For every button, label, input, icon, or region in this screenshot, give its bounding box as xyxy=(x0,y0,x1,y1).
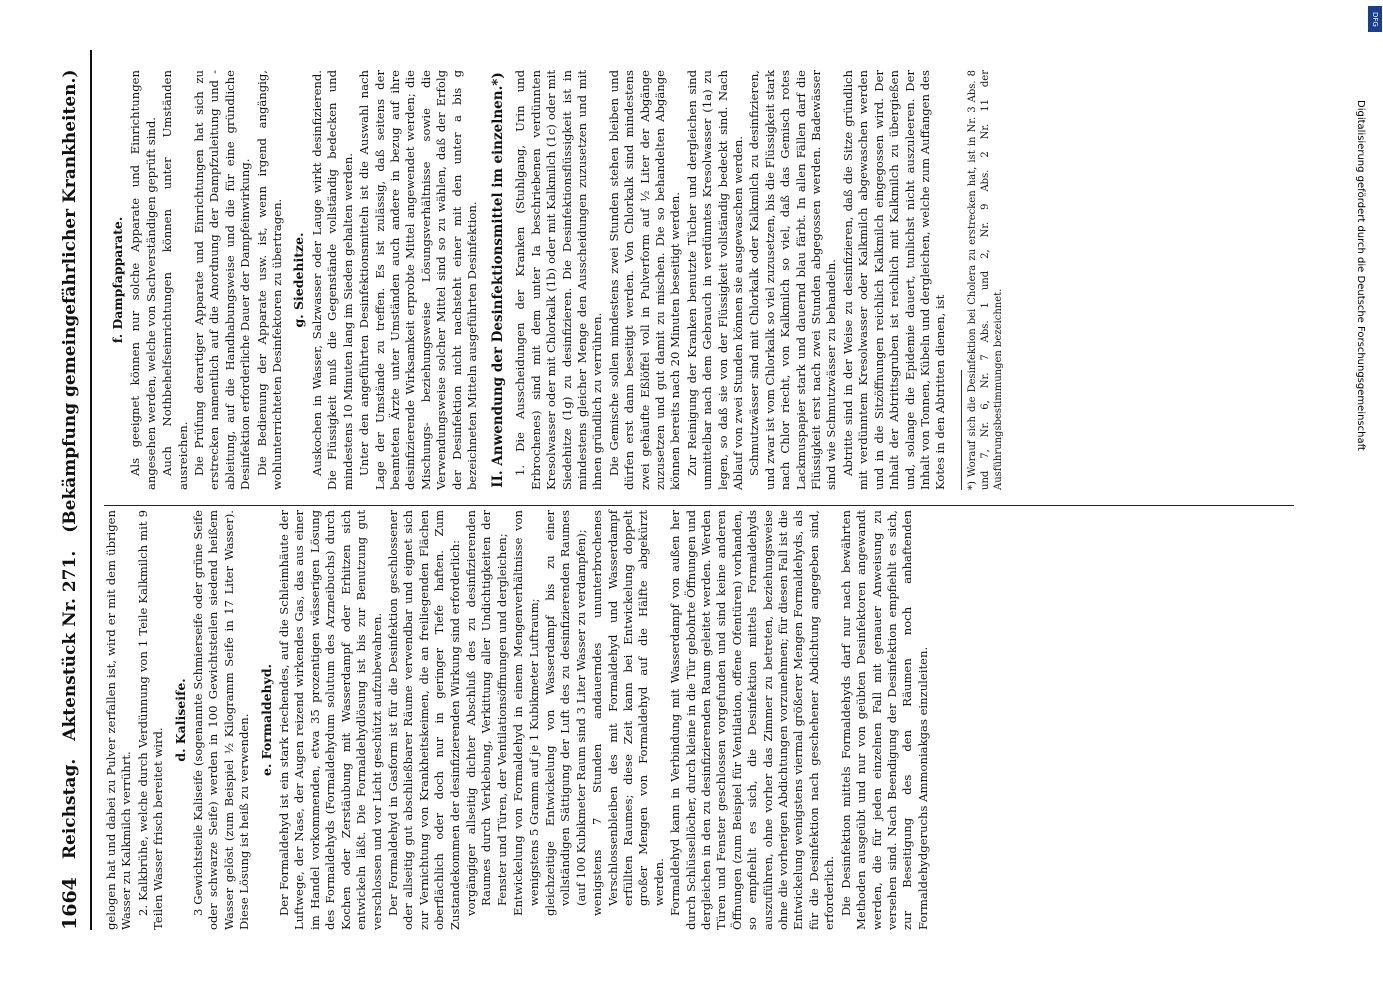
paragraph: gelogen hat und dabei zu Pulver zerfallen ist, wird er mit dem übrigen Wasser zu Kalkmilch verrührt. xyxy=(104,510,134,930)
paragraph: Formaldehyd kann in Verbindung mit Wasserdampf von außen her durch Schlüssellöcher, durch kleine in die Tür gebohrte Öffnungen und dergleichen in den zu desinfizierenden Raum geleitet werden. Werden Türen und Fenster geschlossen vorgefunden und sind keine anderen Öffnungen (zum Beispiel für Ventilation, offene Ofentüren) vorhanden, so empfiehlt es sich, die Desinfektion mittels Formaldehyds auszuführen, ohne vorher das Zimmer zu betreten, beziehungsweise ohne die vorherigen Abdichtungen vorzunehmen; für diesen Fall ist die Entwickelung wenigstens viermal größerer Mengen Formaldehyds, als für die Desinfektion nach geschehener Abdichtung angegeben sind, erforderlich. xyxy=(668,510,837,930)
paragraph: Der Formaldehyd in Gasform ist für die Desinfektion geschlossener oder allseitig gut abschließbarer Räume verwendbar und eignet sich zur Vernichtung von Krankheitskeimen, die an freiliegenden Flächen oberflächlich oder doch nur in geringer Tiefe haften. Zum Zustandekommen der desinfizierenden Wirkung sind erforderlich: xyxy=(385,510,462,930)
indented-item: Entwickelung von Formaldehyd in einem Mengenverhältnisse von wenigstens 5 Gramm auf je 1 Kubikmeter Luftraum; xyxy=(511,510,541,916)
footnote: *) Worauf sich die Desinfektion bei Cholera zu erstrecken hat, ist in Nr. 3 Abs. 8 und 7, Nr. 6, Nr. 7 Abs. 1 und 2, Nr. 9 Abs. 2 Nr. 11 der Ausführungsbestimmungen bezeichnet. xyxy=(966,70,1004,490)
paragraph: Die Gemische sollen mindestens zwei Stunden stehen bleiben und dürfen erst dann beseitigt werden. Von Chlorkalk sind mindestens zwei gehäufte Eßlöffel voll in Pulverform auf ½ Liter der Abgänge zuzusetzen und gut damit zu mischen. Die so behandelten Abgänge können bereits nach 20 Minuten beseitigt werden. xyxy=(606,70,683,490)
publication-name: Reichstag. xyxy=(60,758,80,860)
indented-item: gleichzeitige Entwickelung von Wasserdampf bis zu einer vollständigen Sättigung der Luft des zu desinfizierenden Raumes (auf 100 Kubikmeter Raum sind 3 Liter Wasser zu verdampfen); xyxy=(542,510,588,916)
indented-item: vorgängiger allseitig dichter Abschluß des zu desinfizierenden Raumes durch Verklebung, Verkittung aller Undichtigkeiten der Fenster und Türen, der Ventilationsöffnungen und dergleichen; xyxy=(463,510,509,916)
paragraph: 2. Kalkbrühe, welche durch Verdünnung von 1 Teile Kalkmilch mit 9 Teilen Wasser frisch bereitet wird. xyxy=(135,510,166,930)
paragraph: Auch Nothbehelfseinrichtungen können unter Umständen ausreichen. xyxy=(160,70,190,490)
paragraph: 1. Die Ausscheidungen der Kranken (Stuhlgang, Urin und Erbrochenes) sind mit dem unter Ia beschriebenen verdünnten Kresolwasser oder mit Chlorkalk (1b) oder mit Kalkmilch (1c) oder mit Siedehitze (1g) zu desinfizieren. Die Desinfektionsflüssigkeit ist in mindestens gleicher Menge den Ausscheidungen zuzusetzen und mit ihnen gründlich zu verrühren. xyxy=(513,70,605,490)
paragraph: Zur Reinigung der Kranken benutzte Tücher und dergleichen sind unmittelbar nach dem Gebrauch in verdünntes Kresolwasser (1a) zu legen, so daß sie von der Flüssigkeit vollständig bedeckt sind. Nach Ablauf von zwei Stunden können sie ausgewaschen werden. xyxy=(684,70,746,490)
rotated-page-content xyxy=(30,10,1370,990)
document-subject: (Bekämpfung gemeingefährlicher Krankheiten.) xyxy=(60,69,80,533)
section-heading: II. Anwendung der Desinfektionsmittel im einzelnen.*) xyxy=(490,72,507,488)
document-number: Aktenstück Nr. 271. xyxy=(60,550,80,741)
paragraph: Der Formaldehyd ist ein stark riechendes, auf die Schleimhäute der Luftwege, der Nase, der Augen reizend wirkendes Gas, das aus einer im Handel vorkommenden, etwa 35 prozentigen wässerigen Lösung des Formaldehyds (Formaldehydum solutum des Arzneibuchs) durch Kochen oder Zerstäubung mit Wasserdampf oder Erhitzen sich entwickeln läßt. Die Formaldehydlösung ist bis zur Benutzung gut verschlossen und vor Licht geschützt aufzubewahren. xyxy=(277,510,384,930)
page-number: 1664 xyxy=(59,877,81,930)
paragraph: Abtritte sind in der Weise zu desinfizieren, daß die Sitze gründlich mit verdünntem Kresolwasser oder Kalkmilch abgewaschen werden und in die Sitzöffnungen reichlich Kalkmilch eingegossen wird. Der Inhalt der Abtrittsgruben ist reichlich mit Kalkmilch zu übergießen und, solange die Epidemie dauert, tunlichst nicht auszuleeren. Der Inhalt von Tonnen, Kübeln und dergleichen, welche zum Auffangen des Kotes in den Abtritten dienen, ist xyxy=(840,70,948,490)
dfg-logo: DFG xyxy=(1368,6,1382,32)
left-column xyxy=(104,510,932,930)
subsection-heading: g. Siedehitze. xyxy=(291,232,307,328)
footnote-rule xyxy=(961,370,962,490)
right-column xyxy=(104,70,1005,490)
paragraph: Als geeignet können nur solche Apparate und Einrichtungen angesehen werden, welche von Sachverständigen geprüft sind. xyxy=(128,70,158,490)
column-divider xyxy=(104,505,1294,506)
paragraph: Die Desinfektion mittels Formaldehyds darf nur nach bewährten Methoden ausgeübt und nur von geübten Desinfektoren angewandt werden, die für jeden einzelnen Fall mit genauer Anweisung zu versehen sind. Nach Beendigung der Desinfektion empfiehlt es sich, zur Beseitigung des den Räumen noch anhaftenden Formaldehydgeruchs Ammoniakgas einzuleiten. xyxy=(838,510,930,930)
page-header xyxy=(50,50,92,930)
paragraph: Schmutzwässer sind mit Chlorkalk oder Kalkmilch zu desinfizieren, und zwar ist vom Chlorkalk so viel zuzusetzen, bis die Flüssigkeit stark nach Chlor riecht, von Kalkmilch so viel, daß das Gemisch rotes Lackmuspapier stark und dauernd blau färbt. In allen Fällen darf die Flüssigkeit erst nach zwei Stunden abgegossen werden. Badewässer sind wie Schmutzwässer zu behandeln. xyxy=(747,70,839,490)
digitization-credit: Digitalisierung gefördert durch die Deutsche Forschungsgemeinschaft xyxy=(1355,100,1366,451)
paragraph: Die Prüfung derartiger Apparate und Einrichtungen hat sich zu erstrecken namentlich auf die Anordnung der Dampfzuleitung und -ableitung, auf die Handhabungsweise und die für eine gründliche Desinfektion erforderliche Dauer der Dampfeinwirkung. xyxy=(192,70,253,490)
paragraph: Die Bedienung der Apparate usw. ist, wenn irgend angängig, wohlunterrichteten Desinfektoren zu übertragen. xyxy=(254,70,285,490)
subsection-heading: e. Formaldehyd. xyxy=(258,664,274,776)
indented-item: wenigstens 7 Stunden andauerndes ununterbrochenes Verschlossenbleiben des mit Formaldehyd und Wasserdampf erfüllten Raumes; diese Zeit kann bei Entwickelung doppelt großer Mengen von Formaldehyd auf die Hälfte abgekürzt werden. xyxy=(590,510,666,916)
paragraph: Auskochen in Wasser, Salzwasser oder Lauge wirkt desinfizierend. Die Flüssigkeit muß die Gegenstände vollständig bedecken und mindestens 10 Minuten lang im Sieden gehalten werden. xyxy=(309,70,355,490)
subsection-heading: f. Dampfapparate. xyxy=(110,216,125,344)
subsection-heading: d. Kaliseife. xyxy=(172,678,188,762)
paragraph: Unter den angeführten Desinfektionsmitteln ist die Auswahl nach Lage der Umstände zu treffen. Es ist zulässig, daß seitens der beamteten Ärzte unter Umständen auch andere in bezug auf ihre desinfizierende Wirksamkeit erprobte Mittel angewendet werden; die Mischungs- beziehungsweise Lösungsverhältnisse sowie die Verwendungsweise solcher Mittel sind so zu wählen, daß der Erfolg der Desinfektion nicht nachsteht einer mit den unter a bis g bezeichneten Mitteln ausgeführten Desinfektion. xyxy=(357,70,479,490)
paragraph: 3 Gewichtsteile Kaliseife (sogenannte Schmierseife oder grüne Seife oder schwarze Seife) werden in 100 Gewichtsteilen siedend heißem Wasser gelöst (zum Beispiel ½ Kilogramm Seife in 17 Liter Wasser). Diese Lösung ist heiß zu verwenden. xyxy=(191,510,252,930)
document-page xyxy=(30,10,1370,990)
